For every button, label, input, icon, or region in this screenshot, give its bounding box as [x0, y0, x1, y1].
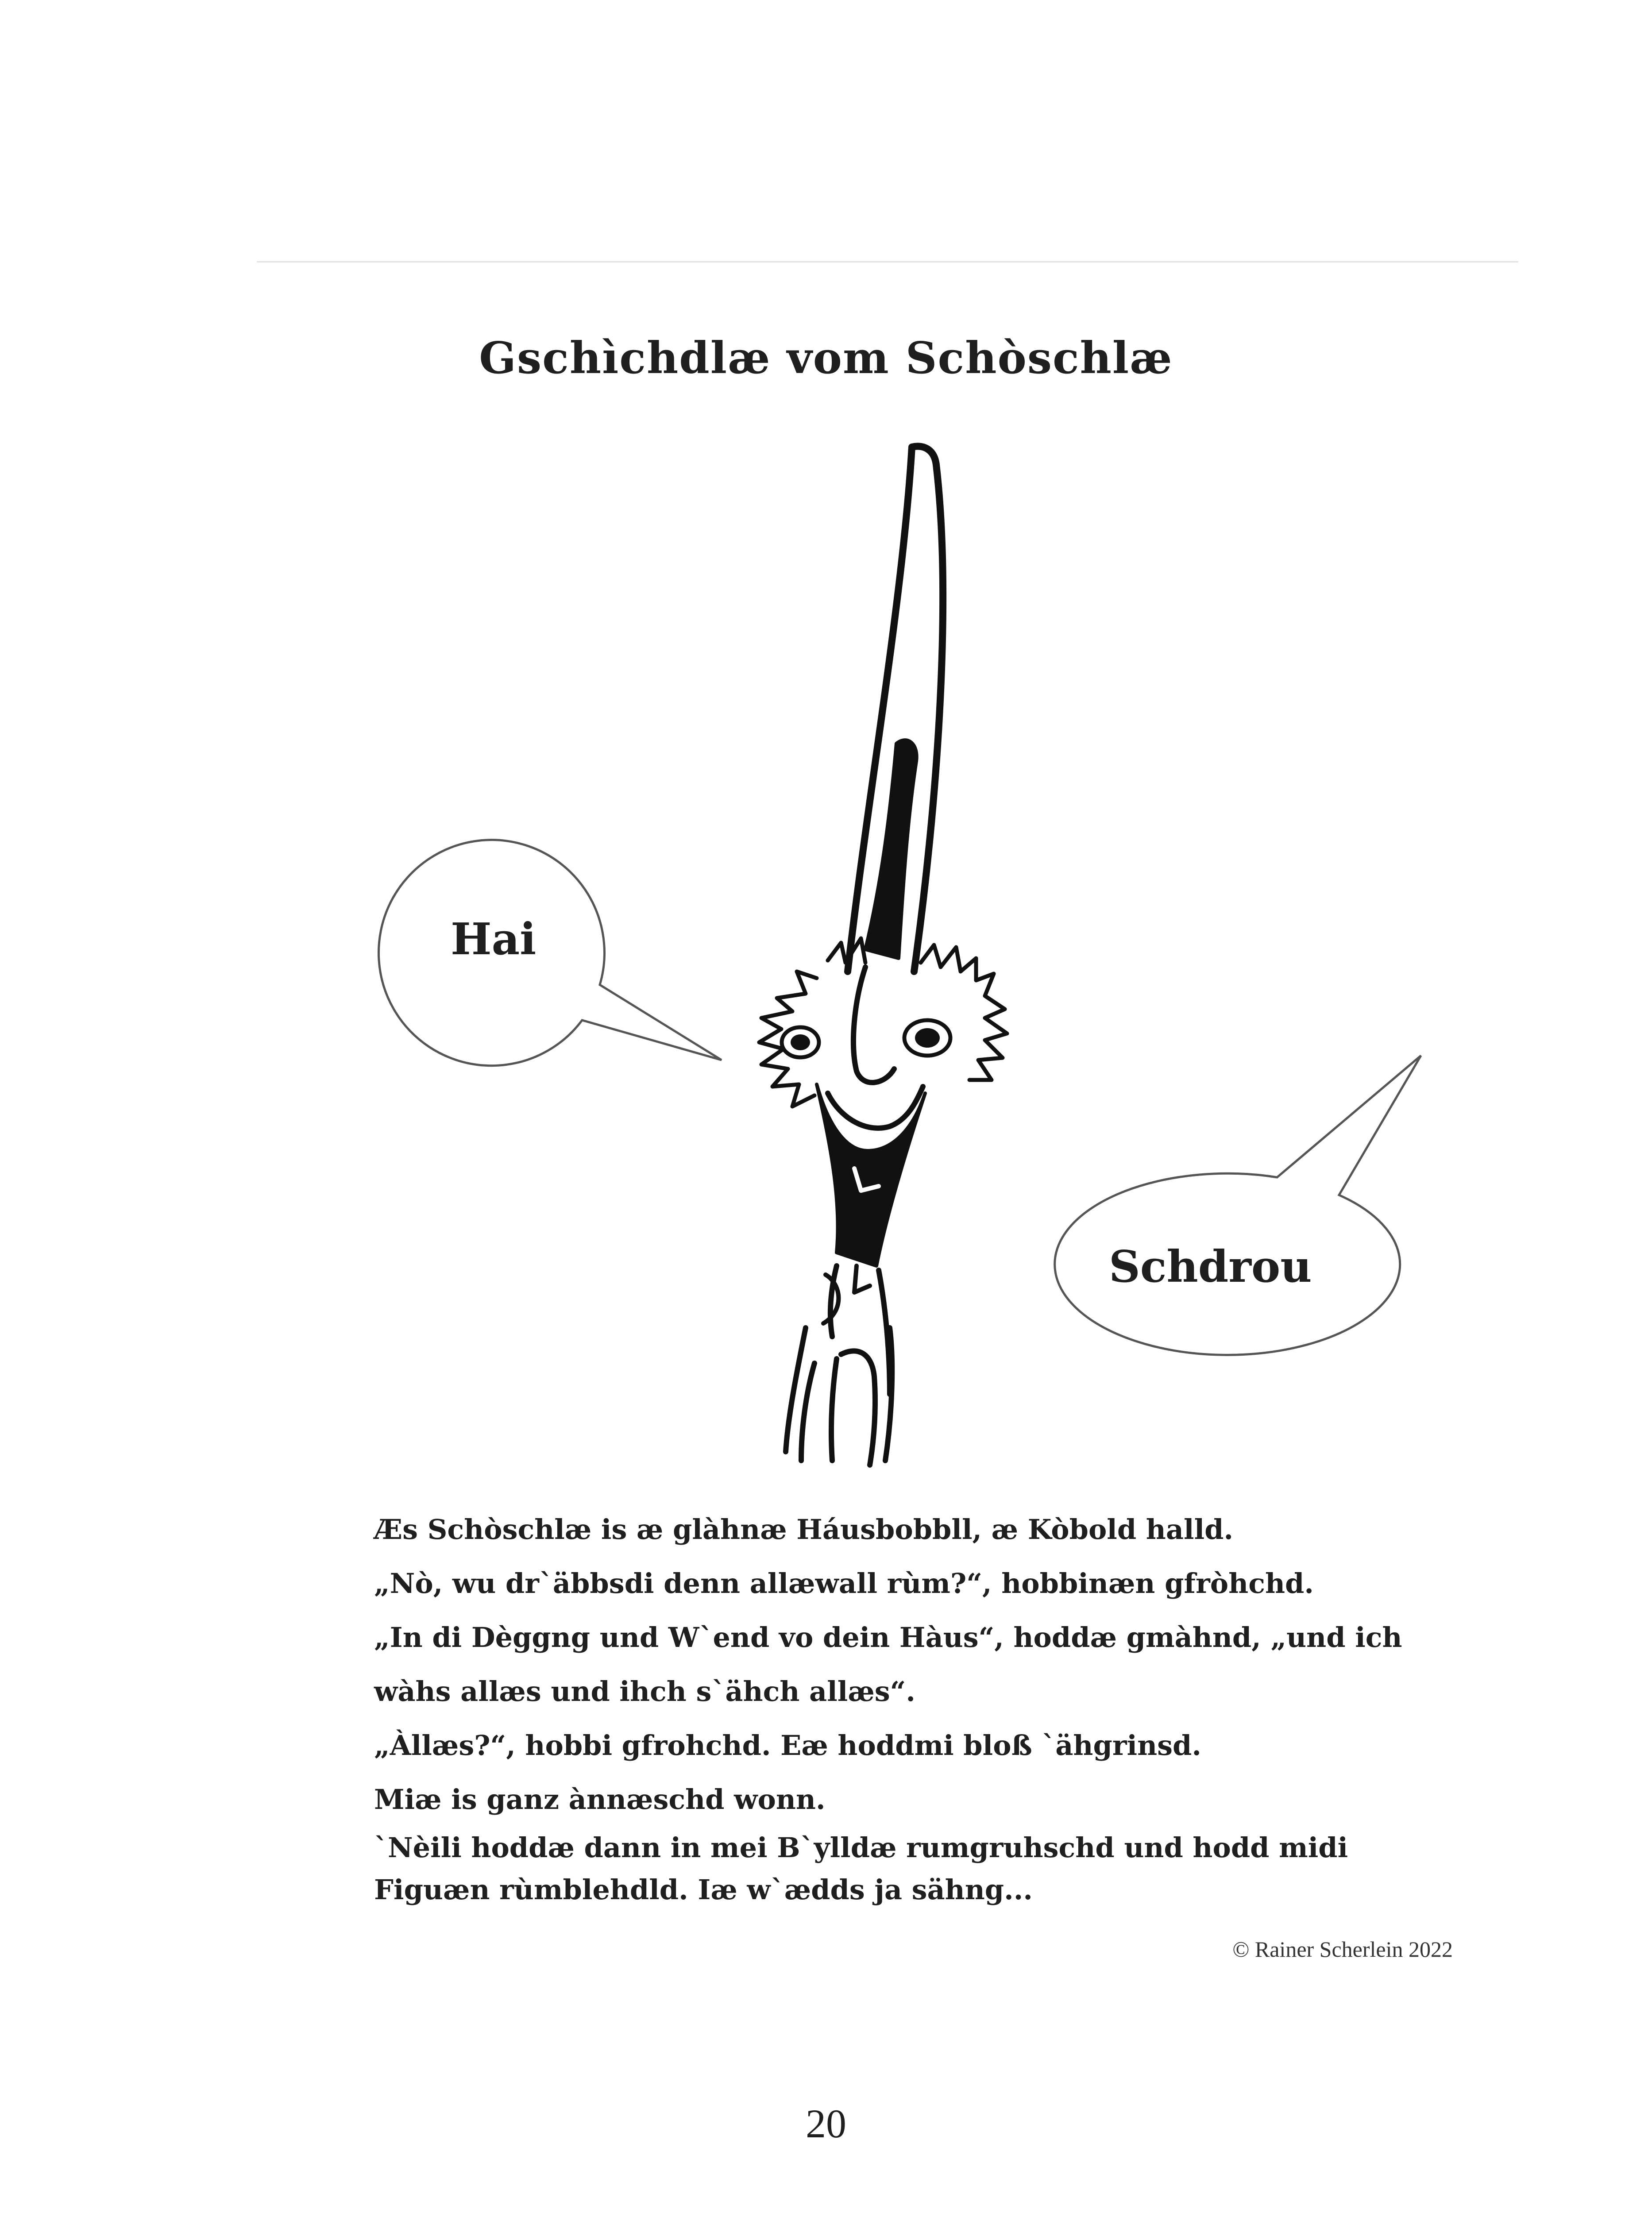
- speech-bubble-left-text: Hai: [451, 914, 537, 965]
- story-line: Miæ is ganz ànnæschd wonn.: [374, 1783, 826, 1816]
- story-line: Æs Schòschlæ is æ glàhnæ Háusbobbll, æ Kòbold halld.: [374, 1513, 1234, 1546]
- story-line: wàhs allæs und ihch s`ähch allæs“.: [374, 1675, 915, 1708]
- page-number: 20: [806, 2101, 846, 2146]
- story-line: „In di Dèggng und W`end vo dein Hàus“, hoddæ gmàhnd, „und ich: [374, 1621, 1402, 1654]
- speech-bubble-right-text: Schdrou: [1109, 1241, 1312, 1292]
- story-text: [374, 1503, 1472, 1911]
- speech-bubble-left: [378, 840, 722, 1066]
- page-title: Gschìchdlæ vom Schòschlæ: [479, 333, 1173, 384]
- kobold-figure-icon: [759, 446, 1007, 1465]
- story-line: „Nò, wu dr`äbbsdi denn allæwall rùm?“, hobbinæn gfròhchd.: [374, 1567, 1314, 1600]
- story-line: „Àllæs?“, hobbi gfrohchd. Eæ hoddmi bloß `ähgrinsd.: [374, 1729, 1201, 1762]
- story-line: Figuæn rùmblehdld. Iæ w`ædds ja sähng...: [374, 1874, 1033, 1906]
- copyright-notice: © Rainer Scherlein 2022: [1232, 1937, 1453, 1962]
- story-line: `Nèili hoddæ dann in mei B`ylldæ rumgruhschd und hodd midi: [374, 1831, 1348, 1864]
- speech-bubble-right: [1055, 1056, 1421, 1355]
